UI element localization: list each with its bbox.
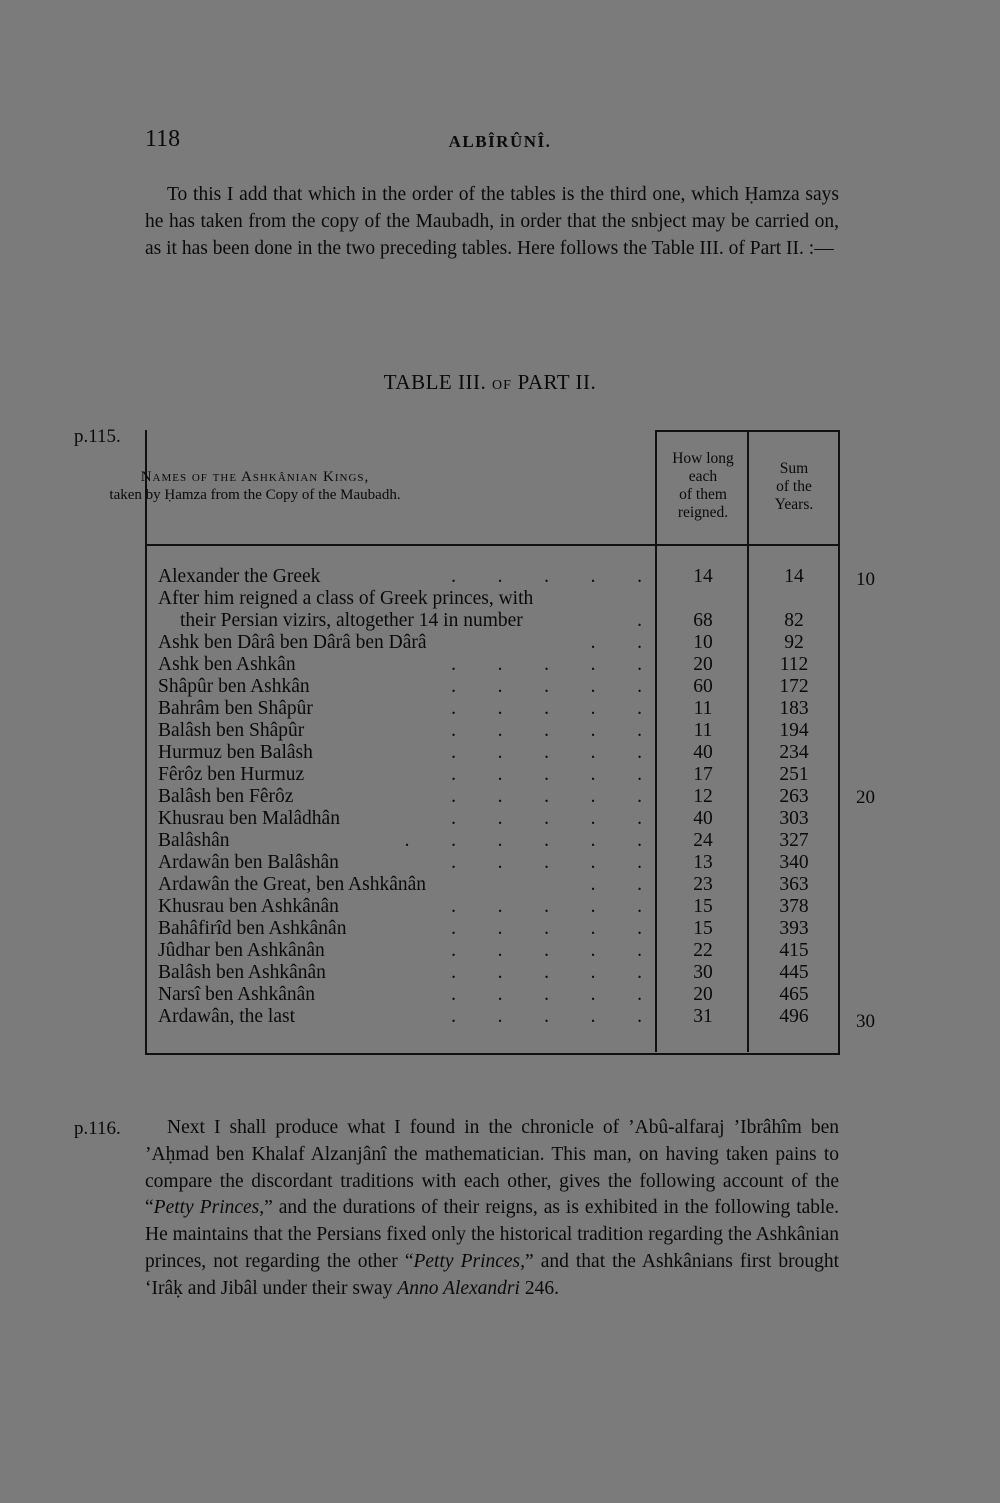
- table-row: [0, 874, 1000, 896]
- sum-years: 82: [784, 610, 804, 631]
- dot-leader: . . . . .: [451, 808, 642, 829]
- king-name: Balâshân: [158, 830, 230, 851]
- king-name: Balâsh ben Ashkânân: [158, 962, 326, 983]
- table-row: [0, 852, 1000, 874]
- sum-years: 445: [779, 962, 809, 983]
- closing-text: Next I shall produce what I found in the chronicle of ’Abû-alfaraj ’Ibrâhîm ben ’Aḥmad ben Khalaf Alzanjânî the mathematician. This man, on having taken pains to compare the discordant traditions with each other, gives the following account of the “: [145, 1117, 839, 1219]
- sum-years: 393: [779, 918, 809, 939]
- reign-years: 11: [693, 698, 713, 719]
- dot-leader: . . . . .: [451, 984, 642, 1005]
- dot-leader: . .: [590, 632, 642, 653]
- dot-leader: . . . . .: [451, 918, 642, 939]
- header-sum-line: Years.: [774, 496, 814, 513]
- sum-years: 303: [779, 808, 809, 829]
- dot-leader: .: [637, 610, 642, 631]
- reign-years: 40: [693, 808, 713, 829]
- dot-leader: . . . . .: [451, 698, 642, 719]
- table-row: [0, 830, 1000, 852]
- reign-years: 68: [693, 610, 713, 631]
- table-row: [0, 698, 1000, 720]
- reign-years: 23: [693, 874, 713, 895]
- king-name: Bahâfirîd ben Ashkânân: [158, 918, 347, 939]
- dot-leader: . . . . .: [451, 742, 642, 763]
- table-title-part2: PART II.: [517, 370, 597, 394]
- header-names-line1: Names of the Ashkânian Kings,: [140, 469, 370, 485]
- dot-leader: . . . . . .: [404, 830, 642, 851]
- dot-leader: . . . . .: [451, 940, 642, 961]
- king-name: Balâsh ben Fêrôz: [158, 786, 294, 807]
- running-head: ALBÎRÛNÎ.: [448, 132, 552, 151]
- table-row: [0, 896, 1000, 918]
- table-header-rule: [145, 544, 839, 546]
- king-name: Ardawân the Great, ben Ashkânân: [158, 874, 427, 895]
- sum-years: 415: [779, 940, 809, 961]
- dot-leader: . . . . .: [451, 676, 642, 697]
- table-row: [0, 786, 1000, 808]
- dot-leader: . . . . .: [451, 654, 642, 675]
- header-names: [5, 468, 505, 504]
- dot-leader: . . . . .: [451, 566, 642, 587]
- dot-leader: . .: [590, 874, 642, 895]
- table-row: [0, 676, 1000, 698]
- dot-leader: . . . . .: [451, 896, 642, 917]
- dot-leader: . . . . .: [451, 786, 642, 807]
- dot-leader: . . . . .: [451, 962, 642, 983]
- table-title-part1: TABLE III.: [383, 370, 487, 394]
- reign-years: 20: [693, 984, 713, 1005]
- king-name: Ardawân ben Balâshân: [158, 852, 339, 873]
- header-how-long-line: of them: [679, 486, 727, 503]
- table-row: [0, 566, 1000, 588]
- king-name: Ashk ben Dârâ ben Dârâ ben Dârâ: [158, 632, 427, 653]
- header-how-long: [659, 450, 747, 522]
- sum-years: 263: [779, 786, 809, 807]
- closing-text: 246.: [519, 1277, 559, 1299]
- king-name: Khusrau ben Malâdhân: [158, 808, 340, 829]
- sum-years: 183: [779, 698, 809, 719]
- reign-years: 22: [693, 940, 713, 961]
- king-name: Jûdhar ben Ashkânân: [158, 940, 325, 961]
- reign-years: 11: [693, 720, 713, 741]
- king-name: Narsî ben Ashkânân: [158, 984, 316, 1005]
- table-row: [0, 984, 1000, 1006]
- table-row: [0, 962, 1000, 984]
- reign-years: 10: [693, 632, 713, 653]
- header-sum-line: of the: [776, 478, 812, 495]
- reign-years: 40: [693, 742, 713, 763]
- reign-years: 30: [693, 962, 713, 983]
- dot-leader: . . . . .: [451, 764, 642, 785]
- king-name: After him reigned a class of Greek princes, with: [158, 588, 534, 609]
- margin-ref-115: p.115.: [74, 426, 121, 447]
- page-number: 118: [145, 126, 181, 152]
- closing-italic: Anno Alexandri: [397, 1277, 520, 1299]
- table-row: [0, 720, 1000, 742]
- sum-years: 340: [779, 852, 809, 873]
- reign-years: 15: [693, 918, 713, 939]
- king-name: their Persian vizirs, altogether 14 in number: [180, 610, 523, 631]
- line-number: 10: [856, 569, 875, 590]
- dot-leader: . . . . .: [451, 720, 642, 741]
- sum-years: 465: [779, 984, 809, 1005]
- sum-years: 378: [779, 896, 809, 917]
- sum-years: 172: [779, 676, 809, 697]
- table-row: [0, 940, 1000, 962]
- reign-years: 31: [693, 1006, 713, 1027]
- reign-years: 24: [693, 830, 713, 851]
- reign-years: 60: [693, 676, 713, 697]
- table-top-rule: [655, 430, 839, 432]
- line-number: 20: [856, 787, 875, 808]
- header-sum-line: Sum: [779, 460, 809, 477]
- table-row: [0, 764, 1000, 786]
- line-number: 30: [856, 1011, 875, 1032]
- table-row: [0, 654, 1000, 676]
- reign-years: 12: [693, 786, 713, 807]
- king-name: Bahrâm ben Shâpûr: [158, 698, 313, 719]
- closing-text: ” and the durations of their reigns, as is exhibited in the following table. He maintains that the Persians fixed only the historical tradition regarding the Ashkânian princes, not regarding the other “: [145, 1197, 839, 1272]
- king-name: Ashk ben Ashkân: [158, 654, 296, 675]
- sum-years: 327: [779, 830, 809, 851]
- reign-years: 17: [693, 764, 713, 785]
- closing-text: ” and that the Ashkânians first brought ‘Irâḳ and Jibâl under their sway: [145, 1250, 840, 1299]
- table-row: [0, 918, 1000, 940]
- sum-years: 92: [784, 632, 804, 653]
- intro-paragraph: To this I add that which in the order of the tables is the third one, which Ḥamza says he has taken from the copy of the Maubadh, in order that the snbject may be carried on, as it has been done in the two preceding tables. Here follows the Table III. of Part II. :—: [145, 184, 839, 259]
- king-name: Shâpûr ben Ashkân: [158, 676, 310, 697]
- table-title: [0, 370, 980, 395]
- king-name: Fêrôz ben Hurmuz: [158, 764, 305, 785]
- header-sum: [750, 460, 838, 514]
- sum-years: 194: [779, 720, 809, 741]
- table-bottom-rule: [145, 1053, 839, 1055]
- sum-years: 14: [784, 566, 804, 587]
- sum-years: 112: [779, 654, 809, 675]
- dot-leader: . . . . .: [451, 852, 642, 873]
- table-row: [0, 742, 1000, 764]
- table-row: [0, 610, 1000, 632]
- reign-years: 14: [693, 566, 713, 587]
- header-how-long-line: each: [688, 468, 718, 485]
- table-row: [0, 632, 1000, 654]
- sum-years: 363: [779, 874, 809, 895]
- king-name: Alexander the Greek: [158, 566, 321, 587]
- closing-paragraph: [145, 1115, 839, 1303]
- king-name: Balâsh ben Shâpûr: [158, 720, 305, 741]
- closing-italic: Petty Princes,: [153, 1197, 265, 1219]
- king-name: Khusrau ben Ashkânân: [158, 896, 339, 917]
- table-row: [0, 1006, 1000, 1028]
- header-how-long-line: How long: [672, 450, 734, 467]
- table-row: [0, 588, 1000, 610]
- sum-years: 234: [779, 742, 809, 763]
- king-name: Ardawân, the last: [158, 1006, 295, 1027]
- margin-ref-116: p.116.: [74, 1118, 121, 1139]
- reign-years: 20: [693, 654, 713, 675]
- reign-years: 13: [693, 852, 713, 873]
- sum-years: 251: [779, 764, 809, 785]
- table-title-of: OF: [491, 378, 512, 393]
- header-how-long-line: reigned.: [677, 504, 729, 521]
- reign-years: 15: [693, 896, 713, 917]
- header-names-line2: taken by Ḥamza from the Copy of the Maubadh.: [109, 487, 401, 503]
- closing-italic: Petty Princes,: [413, 1250, 526, 1272]
- dot-leader: . . . . .: [451, 1006, 642, 1027]
- table-row: [0, 808, 1000, 830]
- king-name: Hurmuz ben Balâsh: [158, 742, 313, 763]
- sum-years: 496: [779, 1006, 809, 1027]
